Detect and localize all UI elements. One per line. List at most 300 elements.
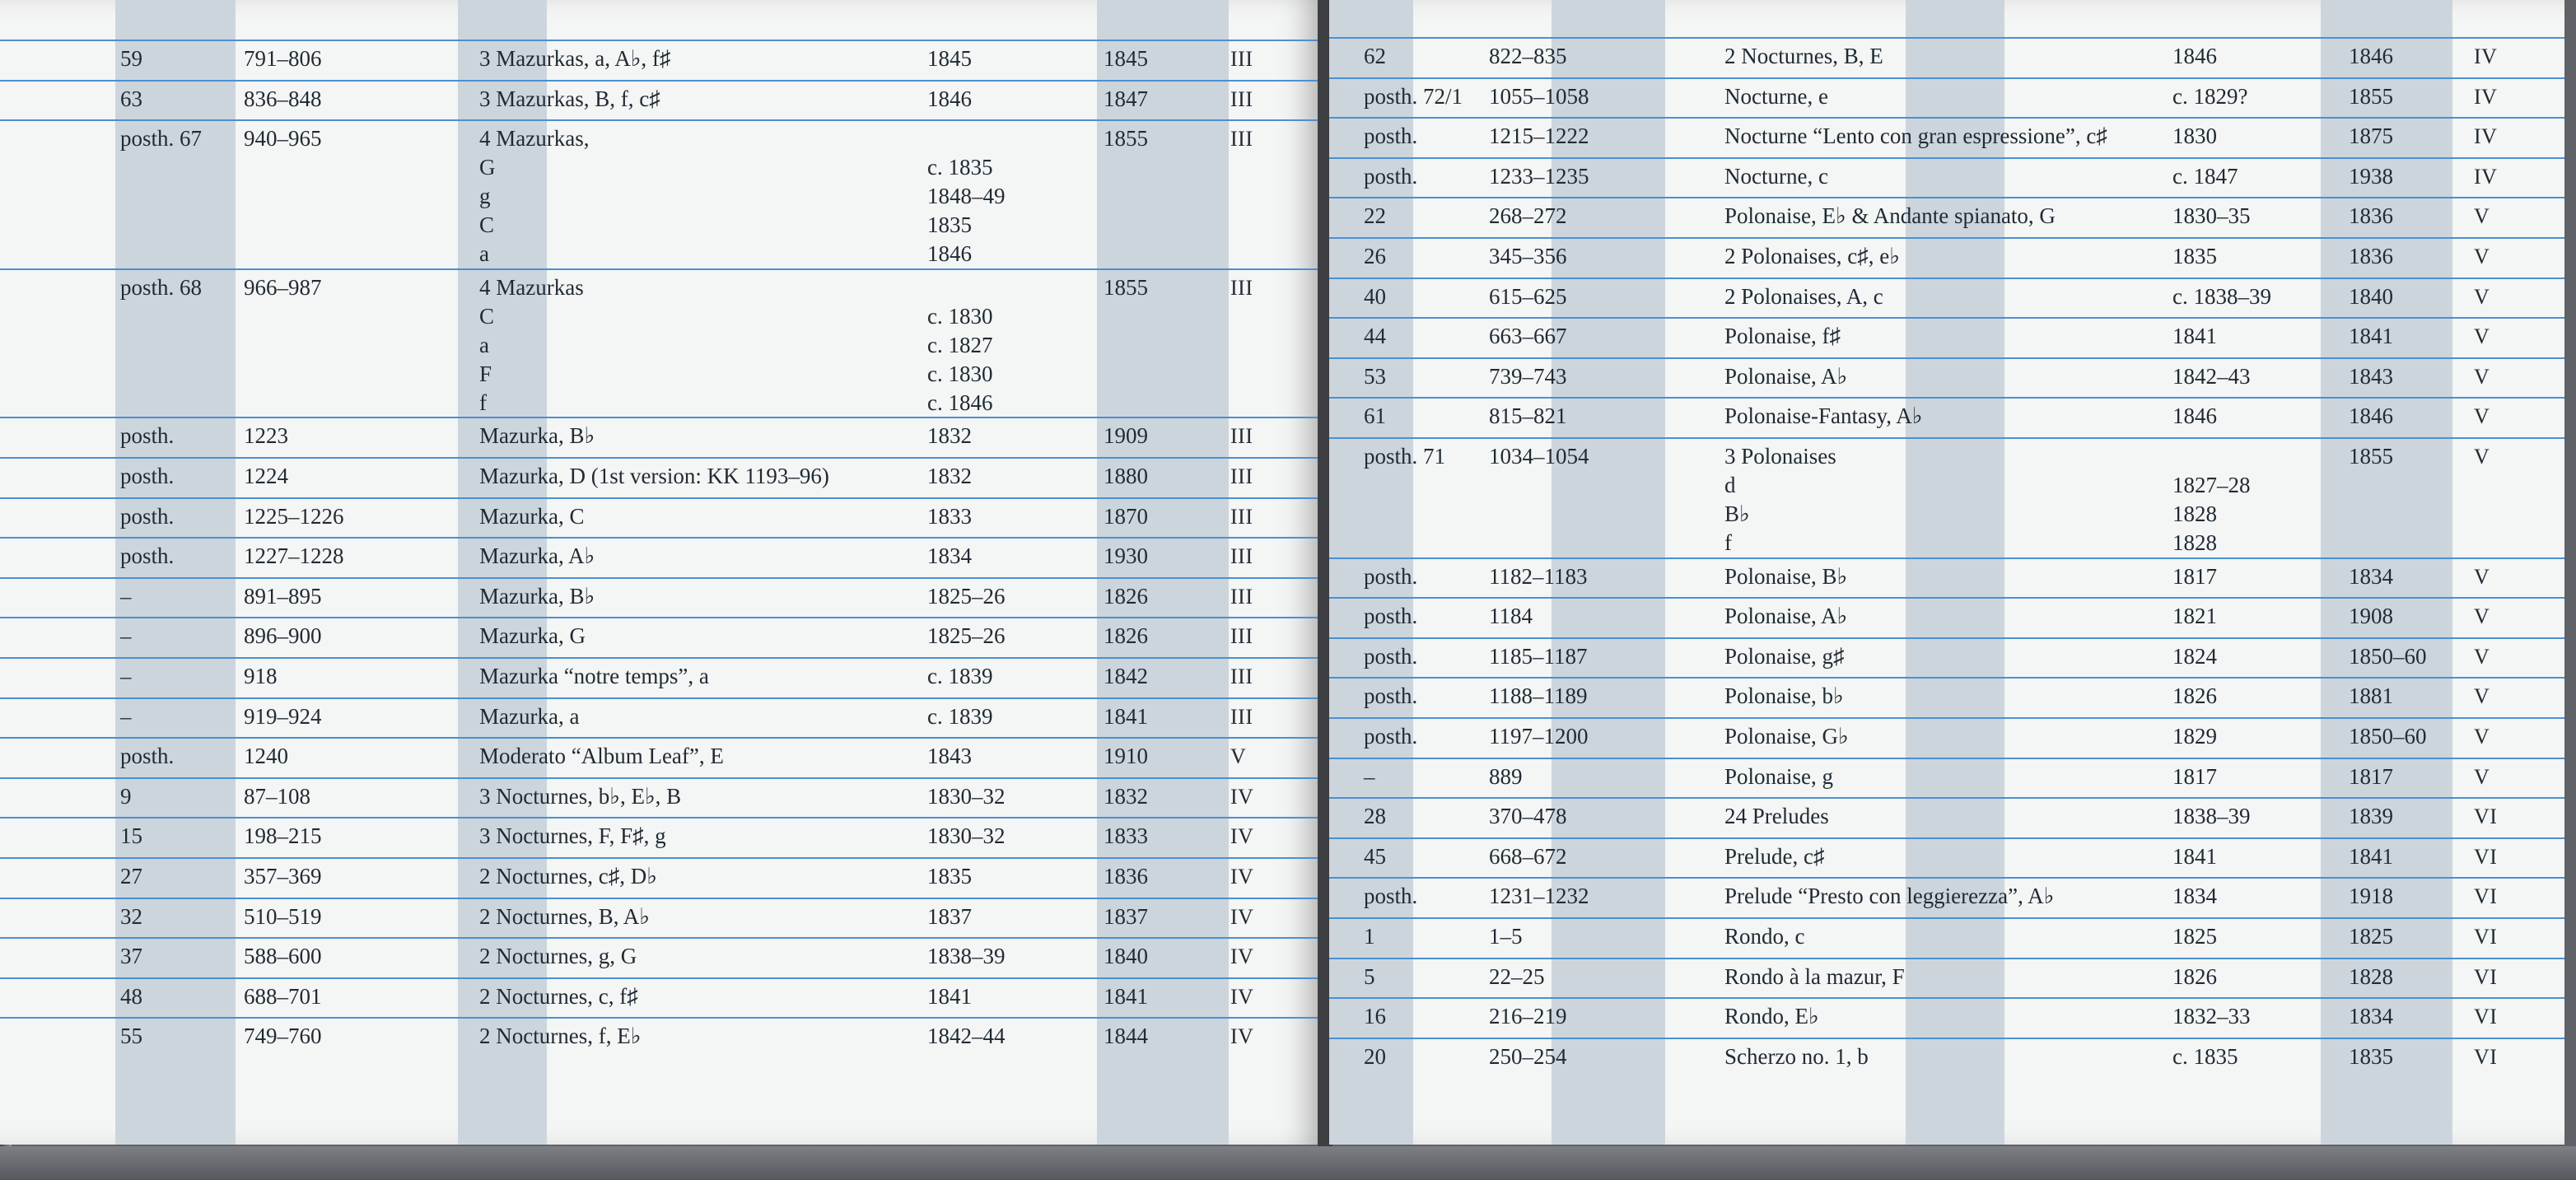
table-row (1329, 557, 2564, 599)
table-row (1329, 37, 2564, 79)
sub-work-date: c. 1846 (927, 389, 993, 415)
composed-date-cell: 1846 (2172, 403, 2217, 429)
composed-date-cell: 1841 (2172, 843, 2217, 869)
opus-cell: 32 (120, 903, 142, 929)
kk-number-cell: 889 (1489, 763, 1523, 789)
opus-cell: 53 (1364, 363, 1386, 389)
work-title-cell: Nocturne, e (1724, 83, 1828, 109)
composed-date-cell: 1832 (927, 423, 972, 449)
kk-number-cell: 357–369 (244, 864, 322, 888)
opus-cell: 55 (120, 1024, 142, 1049)
volume-cell: III (1230, 584, 1253, 609)
opus-cell: – (120, 623, 132, 649)
volume-cell: III (1230, 424, 1253, 449)
published-date-cell: 1833 (1104, 823, 1148, 849)
opus-cell: 16 (1364, 1004, 1386, 1029)
volume-cell: IV (1230, 904, 1254, 929)
work-title-cell: Rondo, c (1724, 924, 1805, 949)
opus-cell: 62 (1364, 44, 1386, 68)
table-row (0, 937, 1321, 979)
composed-date-cell: 1834 (927, 543, 972, 569)
table-row (1329, 1038, 2564, 1080)
opus-cell: posth. (1364, 643, 1418, 669)
kk-number-cell: 940–965 (244, 126, 322, 152)
opus-cell: 9 (120, 783, 132, 809)
opus-cell: 44 (1364, 324, 1386, 349)
opus-cell: – (120, 664, 132, 688)
opus-cell: posth. (120, 464, 175, 488)
work-title-cell: Rondo, E♭ (1724, 1004, 1819, 1029)
kk-number-cell: 1–5 (1489, 924, 1523, 949)
work-title-cell: 3 Mazurkas, B, f, c♯ (479, 86, 660, 111)
work-title-cell: 2 Nocturnes, g, G (479, 944, 637, 969)
opus-cell: 45 (1364, 843, 1386, 869)
kk-number-cell: 22–25 (1489, 963, 1545, 989)
opus-cell: 27 (120, 864, 142, 888)
kk-number-cell: 1055–1058 (1489, 83, 1589, 109)
kk-number-cell: 919–924 (244, 703, 322, 729)
volume-cell: IV (1230, 784, 1254, 809)
composed-date-cell: c. 1847 (2172, 163, 2238, 189)
table-row (1329, 237, 2564, 279)
sub-work-date: c. 1835 (927, 155, 993, 180)
volume-cell: V (2474, 364, 2490, 389)
composed-date-cell: 1825–26 (927, 583, 1006, 609)
table-row (0, 898, 1321, 940)
work-title-cell: Mazurka “notre temps”, a (479, 664, 709, 688)
volume-cell: III (1230, 127, 1253, 152)
work-title-cell: Polonaise-Fantasy, A♭ (1724, 403, 1923, 429)
kk-number-cell: 588–600 (244, 944, 322, 969)
opus-cell: posth. (120, 423, 175, 449)
kk-number-cell: 663–667 (1489, 324, 1567, 349)
table-row (1329, 677, 2564, 719)
kk-number-cell: 688–701 (244, 983, 322, 1009)
sub-work-date: c. 1830 (927, 303, 993, 329)
table-row (0, 777, 1321, 819)
composed-date-cell: c. 1838–39 (2172, 283, 2271, 309)
table-row (1329, 637, 2564, 679)
volume-cell: III (1230, 624, 1253, 649)
volume-cell: IV (1230, 865, 1254, 888)
opus-cell: posth. (120, 543, 175, 569)
work-title-cell: 2 Nocturnes, c♯, D♭ (479, 864, 657, 888)
sub-work-title: g (479, 184, 491, 209)
table-row (0, 497, 1321, 539)
kk-number-cell: 1197–1200 (1489, 724, 1589, 749)
table-row (1329, 278, 2564, 319)
opus-cell: posth. (1364, 163, 1418, 189)
work-title-cell: Mazurka, C (479, 503, 585, 529)
kk-number-cell: 250–254 (1489, 1043, 1567, 1069)
kk-number-cell: 815–821 (1489, 403, 1567, 429)
composed-date-cell: 1826 (2172, 963, 2217, 989)
kk-number-cell: 918 (244, 664, 278, 688)
sub-work-date: 1835 (927, 212, 972, 238)
sub-work-title: f (479, 389, 487, 415)
published-date-cell: 1837 (1104, 903, 1148, 929)
published-date-cell: 1841 (2349, 843, 2393, 869)
composed-date-cell: c. 1829? (2172, 83, 2248, 109)
work-title-cell: Mazurka, a (479, 703, 580, 729)
volume-cell: V (2474, 324, 2490, 349)
kk-number-cell: 1233–1235 (1489, 163, 1589, 189)
work-title-cell: Mazurka, A♭ (479, 543, 595, 569)
kk-number-cell: 510–519 (244, 903, 322, 929)
composed-date-cell: 1829 (2172, 724, 2217, 749)
sub-work-date: 1828 (2172, 501, 2217, 526)
table-row (1329, 917, 2564, 959)
published-date-cell: 1843 (2349, 363, 2393, 389)
table-row (0, 268, 1321, 419)
published-date-cell: 1908 (2349, 604, 2393, 629)
composed-date-cell: 1834 (2172, 884, 2217, 909)
sub-work-title: a (479, 241, 489, 267)
table-row (1329, 157, 2564, 199)
opus-cell: posth. (120, 744, 175, 769)
published-date-cell: 1836 (2349, 203, 2393, 229)
volume-cell: VI (2474, 844, 2498, 869)
kk-number-cell: 216–219 (1489, 1004, 1567, 1029)
published-date-cell: 1918 (2349, 884, 2393, 909)
published-date-cell: 1880 (1104, 464, 1148, 488)
table-row (1329, 117, 2564, 159)
work-title-cell: 2 Polonaises, c♯, e♭ (1724, 244, 1900, 268)
work-title-cell: Scherzo no. 1, b (1724, 1043, 1869, 1069)
work-title-cell: 3 Nocturnes, b♭, E♭, B (479, 783, 682, 809)
table-row (1329, 357, 2564, 399)
kk-number-cell: 268–272 (1489, 203, 1567, 229)
volume-cell: III (1230, 544, 1253, 569)
kk-number-cell: 345–356 (1489, 244, 1567, 268)
published-date-cell: 1850–60 (2349, 724, 2427, 749)
opus-cell: – (120, 583, 132, 609)
volume-cell: V (2474, 284, 2490, 309)
opus-cell: 59 (120, 46, 142, 71)
kk-number-cell: 1227–1228 (244, 543, 344, 569)
published-date-cell: 1855 (1104, 126, 1148, 152)
kk-number-cell: 87–108 (244, 783, 310, 809)
kk-number-cell: 1231–1232 (1489, 884, 1589, 909)
published-date-cell: 1817 (2349, 763, 2393, 789)
table-row (1329, 997, 2564, 1039)
published-date-cell: 1836 (1104, 864, 1148, 888)
volume-cell: IV (2474, 124, 2498, 149)
kk-number-cell: 966–987 (244, 274, 322, 300)
sub-work-date: 1848–49 (927, 184, 1006, 209)
kk-number-cell: 739–743 (1489, 363, 1567, 389)
table-row (0, 537, 1321, 579)
kk-number-cell: 615–625 (1489, 283, 1567, 309)
opus-cell: 20 (1364, 1043, 1386, 1069)
published-date-cell: 1930 (1104, 543, 1148, 569)
composed-date-cell: 1833 (927, 503, 972, 529)
sub-work-title: C (479, 303, 495, 329)
book-bottom-edge (0, 1146, 2576, 1180)
composed-date-cell: 1826 (2172, 683, 2217, 709)
table-row (1329, 77, 2564, 119)
table-row (1329, 837, 2564, 879)
published-date-cell: 1828 (2349, 963, 2393, 989)
table-row (1329, 877, 2564, 919)
work-title-cell: Polonaise, E♭ & Andante spianato, G (1724, 203, 2056, 229)
sub-work-date: 1846 (927, 241, 972, 267)
volume-cell: IV (2474, 84, 2498, 109)
volume-cell: V (2474, 204, 2490, 229)
work-title-cell: Moderato “Album Leaf”, E (479, 744, 724, 769)
work-title-cell: Nocturne, c (1724, 163, 1828, 189)
volume-cell: V (2474, 684, 2490, 709)
opus-cell: posth. (1364, 724, 1418, 749)
table-row (1329, 197, 2564, 239)
opus-cell: 61 (1364, 403, 1386, 429)
composed-date-cell: 1842–43 (2172, 363, 2251, 389)
table-row (0, 857, 1321, 899)
published-date-cell: 1834 (2349, 563, 2393, 589)
volume-cell: III (1230, 704, 1253, 729)
volume-cell: VI (2474, 964, 2498, 989)
volume-cell: IV (2474, 44, 2498, 68)
composed-date-cell: 1841 (2172, 324, 2217, 349)
published-date-cell: 1855 (2349, 444, 2393, 469)
published-date-cell: 1845 (1104, 46, 1148, 71)
kk-number-cell: 1225–1226 (244, 503, 344, 529)
volume-cell: III (1230, 665, 1253, 688)
work-title-cell: Mazurka, B♭ (479, 423, 595, 449)
sub-work-title: a (479, 332, 489, 357)
opus-cell: posth. 71 (1364, 444, 1446, 469)
kk-number-cell: 896–900 (244, 623, 322, 649)
composed-date-cell: 1830 (2172, 124, 2217, 149)
table-row (1329, 597, 2564, 639)
work-title-cell: Prelude, c♯ (1724, 843, 1825, 869)
opus-cell: 26 (1364, 244, 1386, 268)
work-title-cell: 3 Polonaises (1724, 444, 1836, 469)
table-row (0, 817, 1321, 859)
published-date-cell: 1909 (1104, 423, 1148, 449)
published-date-cell: 1841 (2349, 324, 2393, 349)
published-date-cell: 1881 (2349, 683, 2393, 709)
composed-date-cell: 1817 (2172, 563, 2217, 589)
work-title-cell: 2 Polonaises, A, c (1724, 283, 1883, 309)
volume-cell: VI (2474, 805, 2498, 829)
composed-date-cell: 1825–26 (927, 623, 1006, 649)
opus-cell: 28 (1364, 804, 1386, 829)
composed-date-cell: 1830–32 (927, 823, 1006, 849)
published-date-cell: 1844 (1104, 1024, 1148, 1049)
table-row (0, 1017, 1321, 1059)
work-title-cell: Mazurka, D (1st version: KK 1193–96) (479, 464, 829, 488)
published-date-cell: 1825 (2349, 924, 2393, 949)
volume-cell: IV (1230, 984, 1254, 1009)
published-date-cell: 1826 (1104, 623, 1148, 649)
work-title-cell: 4 Mazurkas, (479, 126, 590, 152)
composed-date-cell: c. 1839 (927, 664, 993, 688)
volume-cell: VI (2474, 1044, 2498, 1069)
work-title-cell: 4 Mazurkas (479, 274, 584, 300)
volume-cell: V (2474, 445, 2490, 469)
volume-cell: IV (1230, 944, 1254, 969)
published-date-cell: 1846 (2349, 403, 2393, 429)
published-date-cell: 1832 (1104, 783, 1148, 809)
published-date-cell: 1839 (2349, 804, 2393, 829)
opus-cell: posth. (1364, 884, 1418, 909)
volume-cell: III (1230, 464, 1253, 488)
sub-work-title: f (1724, 530, 1732, 555)
opus-cell: posth. (120, 503, 175, 529)
volume-cell: V (2474, 725, 2490, 749)
work-title-cell: Mazurka, B♭ (479, 583, 595, 609)
kk-number-cell: 1185–1187 (1489, 643, 1588, 669)
kk-number-cell: 836–848 (244, 86, 322, 111)
volume-cell: VI (2474, 884, 2498, 909)
work-title-cell: Polonaise, G♭ (1724, 724, 1849, 749)
published-date-cell: 1842 (1104, 664, 1148, 688)
published-date-cell: 1938 (2349, 163, 2393, 189)
published-date-cell: 1836 (2349, 244, 2393, 268)
volume-cell: V (2474, 644, 2490, 669)
table-row (0, 80, 1321, 122)
volume-cell: IV (1230, 1024, 1254, 1049)
published-date-cell: 1840 (2349, 283, 2393, 309)
table-row (0, 119, 1321, 270)
volume-cell: V (2474, 404, 2490, 429)
opus-cell: 63 (120, 86, 142, 111)
composed-date-cell: 1838–39 (927, 944, 1006, 969)
volume-cell: III (1230, 275, 1253, 300)
kk-number-cell: 1188–1189 (1489, 683, 1588, 709)
composed-date-cell: 1846 (2172, 44, 2217, 68)
sub-work-title: d (1724, 473, 1736, 497)
kk-number-cell: 1184 (1489, 604, 1533, 629)
composed-date-cell: 1832 (927, 464, 972, 488)
table-row (1329, 717, 2564, 759)
work-title-cell: Polonaise, b♭ (1724, 683, 1844, 709)
sub-work-date: 1827–28 (2172, 473, 2251, 497)
work-title-cell: 2 Nocturnes, B, E (1724, 44, 1883, 68)
work-title-cell: 3 Nocturnes, F, F♯, g (479, 823, 666, 849)
kk-number-cell: 1240 (244, 744, 288, 769)
published-date-cell: 1910 (1104, 744, 1148, 769)
composed-date-cell: 1838–39 (2172, 804, 2251, 829)
composed-date-cell: c. 1839 (927, 703, 993, 729)
work-title-cell: 2 Nocturnes, B, A♭ (479, 903, 650, 929)
sub-work-date: c. 1830 (927, 361, 993, 386)
composed-date-cell: 1825 (2172, 924, 2217, 949)
volume-cell: V (2474, 604, 2490, 629)
published-date-cell: 1846 (2349, 44, 2393, 68)
published-date-cell: 1855 (1104, 274, 1148, 300)
table-row (1329, 958, 2564, 1000)
kk-number-cell: 198–215 (244, 823, 322, 849)
kk-number-cell: 1215–1222 (1489, 124, 1589, 149)
kk-number-cell: 668–672 (1489, 843, 1567, 869)
opus-cell: 5 (1364, 963, 1375, 989)
kk-number-cell: 1224 (244, 464, 288, 488)
kk-number-cell: 1223 (244, 423, 288, 449)
opus-cell: 40 (1364, 283, 1386, 309)
table-row (0, 457, 1321, 499)
composed-date-cell: 1837 (927, 903, 972, 929)
table-row (1329, 797, 2564, 839)
work-title-cell: Polonaise, g♯ (1724, 643, 1845, 669)
volume-cell: V (2474, 564, 2490, 589)
composed-date-cell: 1846 (927, 86, 972, 111)
published-date-cell: 1850–60 (2349, 643, 2427, 669)
composed-date-cell: c. 1835 (2172, 1043, 2238, 1069)
table-row (1329, 758, 2564, 800)
volume-cell: V (2474, 764, 2490, 789)
work-title-cell: 3 Mazurkas, a, A♭, f♯ (479, 46, 671, 71)
table-row (0, 657, 1321, 699)
sub-work-title: B♭ (1724, 501, 1750, 526)
sub-work-date: 1828 (2172, 530, 2217, 555)
volume-cell: IV (2474, 164, 2498, 189)
volume-cell: V (2474, 245, 2490, 268)
volume-cell: VI (2474, 1005, 2498, 1029)
composed-date-cell: 1845 (927, 46, 972, 71)
work-title-cell: Polonaise, A♭ (1724, 363, 1848, 389)
published-date-cell: 1826 (1104, 583, 1148, 609)
work-title-cell: Polonaise, f♯ (1724, 324, 1841, 349)
published-date-cell: 1855 (2349, 83, 2393, 109)
work-title-cell: Mazurka, G (479, 623, 586, 649)
opus-cell: 15 (120, 823, 142, 849)
work-title-cell: Prelude “Presto con leggierezza”, A♭ (1724, 884, 2055, 909)
table-row (0, 977, 1321, 1019)
composed-date-cell: 1821 (2172, 604, 2217, 629)
opus-cell: posth. 72/1 (1364, 83, 1463, 109)
table-row (1329, 317, 2564, 359)
composed-date-cell: 1842–44 (927, 1024, 1006, 1049)
composed-date-cell: 1832–33 (2172, 1004, 2251, 1029)
work-title-cell: Nocturne “Lento con gran espressione”, c♯ (1724, 124, 2107, 149)
table-row (1329, 437, 2564, 559)
composed-date-cell: 1830–32 (927, 783, 1006, 809)
published-date-cell: 1875 (2349, 124, 2393, 149)
composed-date-cell: 1841 (927, 983, 972, 1009)
volume-cell: IV (1230, 824, 1254, 849)
volume-cell: V (1230, 744, 1247, 769)
work-title-cell: Polonaise, g (1724, 763, 1833, 789)
kk-number-cell: 891–895 (244, 583, 322, 609)
opus-cell: 1 (1364, 924, 1375, 949)
work-title-cell: Rondo à la mazur, F (1724, 963, 1905, 989)
volume-cell: III (1230, 504, 1253, 529)
published-date-cell: 1841 (1104, 703, 1148, 729)
opus-cell: posth. 67 (120, 126, 203, 152)
kk-number-cell: 822–835 (1489, 44, 1567, 68)
composed-date-cell: 1824 (2172, 643, 2217, 669)
table-row (1329, 397, 2564, 439)
right-page (1329, 0, 2564, 1145)
composed-date-cell: 1843 (927, 744, 972, 769)
table-row (0, 697, 1321, 739)
opus-cell: 48 (120, 983, 142, 1009)
sub-work-title: C (479, 212, 495, 238)
kk-number-cell: 791–806 (244, 46, 322, 71)
composed-date-cell: 1835 (2172, 244, 2217, 268)
table-row (0, 737, 1321, 779)
volume-cell: III (1230, 47, 1253, 71)
left-page (0, 0, 1321, 1145)
table-row (0, 417, 1321, 459)
volume-cell: III (1230, 86, 1253, 111)
opus-cell: posth. 68 (120, 274, 203, 300)
composed-date-cell: 1835 (927, 864, 972, 888)
opus-cell: – (120, 703, 132, 729)
published-date-cell: 1834 (2349, 1004, 2393, 1029)
